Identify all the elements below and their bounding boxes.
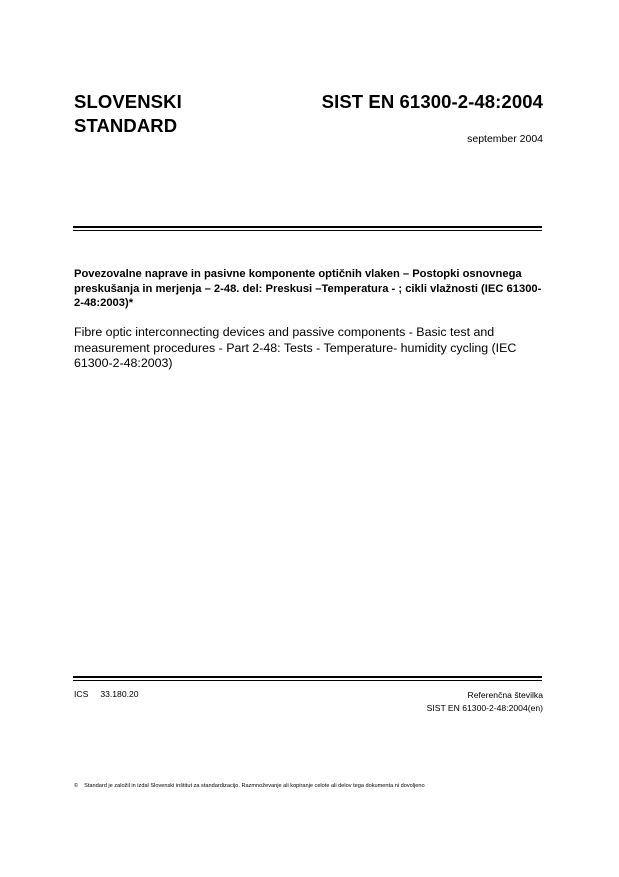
top-divider-thin-line	[73, 230, 542, 231]
ics-label: ICS	[74, 689, 89, 699]
ics-classification	[74, 689, 139, 699]
title-slovenian: Povezovalne naprave in pasivne komponente optičnih vlaken – Postopki osnovnega preskušanja in merjenja – 2-48. del: Preskusi –Temperatura - ; cikli vlažnosti (IEC 61300-2-48:2003)*	[74, 268, 542, 309]
publication-date: september 2004	[467, 133, 543, 145]
title-english: Fibre optic interconnecting devices and passive components - Basic test and measurement procedures - Part 2-48: Tests - Temperature- humidity cycling (IEC 61300-2-48:2003)	[74, 325, 517, 370]
copyright-text: Standard je založil in izdal Slovenski inštitut za standardizacijo. Razmnoževanje ali kopiranje celote ali delov tega dokumenta ni dovoljeno	[84, 783, 425, 789]
copyright-notice	[74, 783, 425, 789]
standard-type-line2: STANDARD	[74, 115, 178, 136]
top-divider-thick-line	[73, 226, 542, 228]
bottom-divider	[73, 676, 542, 681]
bottom-divider-thick-line	[73, 676, 542, 678]
standard-type-label	[74, 90, 182, 138]
reference-number: SIST EN 61300-2-48:2004(en)	[426, 703, 543, 713]
reference-label: Referenčna številka	[467, 690, 543, 700]
bottom-divider-thin-line	[73, 680, 542, 681]
standard-type-line1: SLOVENSKI	[74, 91, 182, 112]
top-divider	[73, 226, 542, 231]
ics-code: 33.180.20	[100, 689, 139, 699]
reference-block	[427, 689, 543, 715]
standard-code: SIST EN 61300-2-48:2004	[321, 91, 543, 112]
copyright-symbol: ©	[74, 783, 79, 789]
